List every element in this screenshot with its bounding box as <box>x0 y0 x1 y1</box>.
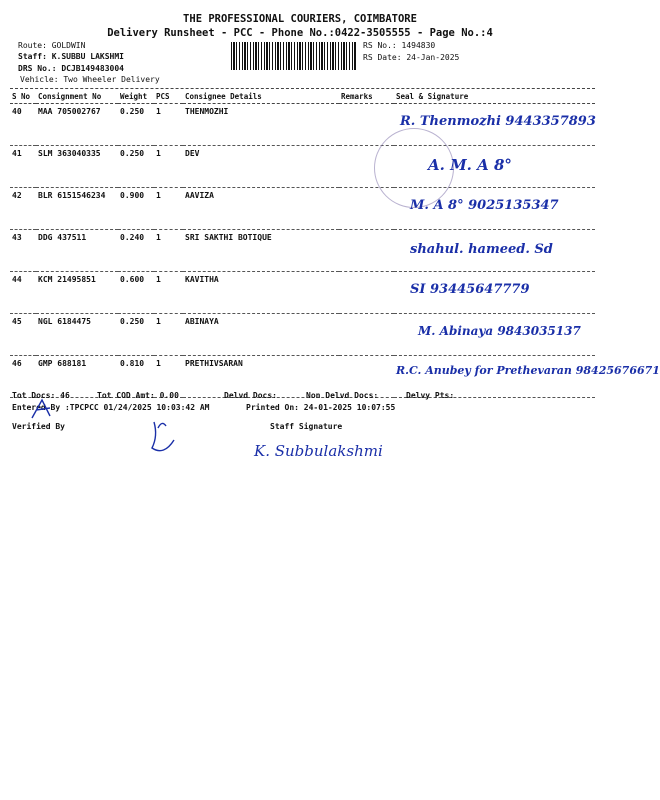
cell-consignee: THENMOZHI <box>183 104 339 146</box>
cell-signature <box>394 314 595 356</box>
table-row <box>10 188 595 230</box>
verifier-signature-mark <box>144 418 184 462</box>
runsheet-table <box>10 89 660 398</box>
entered-by-initial-mark <box>28 396 58 422</box>
handwritten-signature: R.C. Anubey for Prethevaran 98425676671 <box>396 364 660 377</box>
cell-remarks <box>339 230 394 272</box>
barcode-image <box>231 42 357 70</box>
col-header-remarks: Remarks <box>339 89 394 104</box>
col-header-signature: Seal & Signature <box>394 89 595 104</box>
cell-pcs: 1 <box>154 188 183 230</box>
handwritten-signature: R. Thenmozhi 9443357893 <box>400 114 596 129</box>
non-delivered-docs: Non Delvd Docs: <box>306 391 379 400</box>
table-header-row <box>10 89 595 104</box>
cell-consignee: KAVITHA <box>183 272 339 314</box>
cell-sno: 41 <box>10 146 36 188</box>
cell-consignment: DDG 437511 <box>36 230 118 272</box>
table-row <box>10 104 595 146</box>
company-name: THE PROFESSIONAL COURIERS, COIMBATORE <box>183 13 417 25</box>
cell-weight: 0.600 <box>118 272 154 314</box>
verified-by-label: Verified By <box>12 422 65 431</box>
table-row <box>10 146 595 188</box>
rs-date: RS Date: 24-Jan-2025 <box>363 53 460 62</box>
cell-pcs: 1 <box>154 272 183 314</box>
rs-number: RS No.: 1494830 <box>363 41 436 50</box>
cell-consignment: GMP 688181 <box>36 356 118 398</box>
cell-consignee: DEV <box>183 146 339 188</box>
entered-by: Entered By :TPCPCC 01/24/2025 10:03:42 AM <box>12 403 210 412</box>
delivery-points: Delvy Pts: <box>406 391 455 400</box>
cell-weight: 0.250 <box>118 104 154 146</box>
cell-pcs: 1 <box>154 146 183 188</box>
cell-consignee: PRETHIVSARAN <box>183 356 339 398</box>
cell-consignee: AAVIZA <box>183 188 339 230</box>
cell-pcs: 1 <box>154 356 183 398</box>
handwritten-signature: A. M. A 8° <box>428 156 512 174</box>
cell-weight: 0.240 <box>118 230 154 272</box>
cell-signature <box>394 188 595 230</box>
table-row <box>10 314 595 356</box>
cell-weight: 0.810 <box>118 356 154 398</box>
col-header-sno: S No <box>10 89 36 104</box>
handwritten-signature: M. A 8° 9025135347 <box>410 198 559 213</box>
cell-consignee: SRI SAKTHI BOTIQUE <box>183 230 339 272</box>
cell-sno: 42 <box>10 188 36 230</box>
cell-sno: 46 <box>10 356 36 398</box>
cell-pcs: 1 <box>154 314 183 356</box>
staff-signature-label: Staff Signature <box>270 422 343 431</box>
col-header-consignment: Consignment No <box>36 89 118 104</box>
vehicle-label: Vehicle: Two Wheeler Delivery <box>20 75 160 84</box>
route-label: Route: GOLDWIN <box>18 41 86 50</box>
cell-signature <box>394 272 595 314</box>
cell-weight: 0.900 <box>118 188 154 230</box>
cell-weight: 0.250 <box>118 314 154 356</box>
cell-sno: 45 <box>10 314 36 356</box>
cell-pcs: 1 <box>154 104 183 146</box>
cell-consignment: BLR 6151546234 <box>36 188 118 230</box>
cell-signature <box>394 230 595 272</box>
table-row <box>10 230 595 272</box>
cell-sno: 44 <box>10 272 36 314</box>
handwritten-signature: SI 93445647779 <box>410 282 530 297</box>
handwritten-signature: M. Abinaya 9843035137 <box>418 324 581 338</box>
cell-remarks <box>339 314 394 356</box>
col-header-consignee: Consignee Details <box>183 89 339 104</box>
col-header-pcs: PCS <box>154 89 183 104</box>
total-docs: Tot Docs: 46 <box>12 391 70 400</box>
cell-signature <box>394 146 595 188</box>
cell-remarks <box>339 272 394 314</box>
total-cod-amount: Tot COD Amt: 0.00 <box>97 391 179 400</box>
cell-consignee: ABINAYA <box>183 314 339 356</box>
printed-on: Printed On: 24-01-2025 10:07:55 <box>246 403 396 412</box>
cell-pcs: 1 <box>154 230 183 272</box>
drs-number: DRS No.: DCJB149483004 <box>18 64 124 73</box>
runsheet-subtitle: Delivery Runsheet - PCC - Phone No.:0422-3505555 - Page No.:4 <box>107 27 493 39</box>
cell-sno: 43 <box>10 230 36 272</box>
staff-label: Staff: K.SUBBU LAKSHMI <box>18 52 124 61</box>
delivered-docs: Delvd Docs: <box>224 391 277 400</box>
table-row <box>10 272 595 314</box>
col-header-weight: Weight <box>118 89 154 104</box>
cell-sno: 40 <box>10 104 36 146</box>
cell-consignment: NGL 6184475 <box>36 314 118 356</box>
cell-consignment: KCM 21495851 <box>36 272 118 314</box>
cell-weight: 0.250 <box>118 146 154 188</box>
handwritten-signature: shahul. hameed. Sd <box>410 242 553 257</box>
cell-consignment: MAA 705002767 <box>36 104 118 146</box>
cell-consignment: SLM 363040335 <box>36 146 118 188</box>
staff-handwritten-signature: K. Subbulakshmi <box>254 442 383 460</box>
